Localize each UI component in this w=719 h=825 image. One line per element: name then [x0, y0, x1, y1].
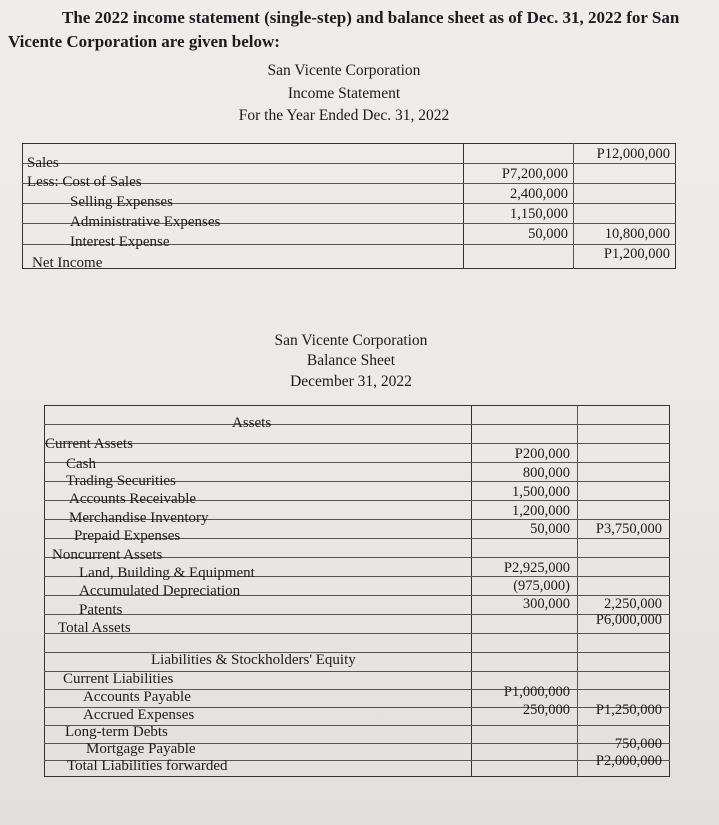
mortgage-payable-label: Mortgage Payable [86, 741, 196, 757]
net-income-label: Net Income [32, 255, 103, 271]
total-liabilities-label: Total Liabilities forwarded [67, 758, 228, 774]
cost-of-sales-value: P7,200,000 [501, 166, 568, 182]
assets-header: Assets [232, 415, 272, 431]
total-current-assets-value: P3,750,000 [595, 521, 662, 537]
is-period: For the Year Ended Dec. 31, 2022 [238, 107, 450, 124]
selling-expenses-value: 2,400,000 [510, 186, 568, 202]
accounts-receivable-value: 1,500,000 [512, 484, 570, 500]
net-income-value: P1,200,000 [603, 246, 670, 262]
accumulated-depreciation-value: (975,000) [513, 578, 570, 594]
accrued-expenses-value: 250,000 [522, 702, 570, 718]
accounts-payable-label: Accounts Payable [83, 689, 191, 705]
cash-label: Cash [66, 456, 96, 472]
sales-value: P12,000,000 [596, 146, 670, 162]
accumulated-depreciation-label: Accumulated Depreciation [79, 583, 241, 599]
interest-expense-value: 50,000 [528, 226, 568, 242]
prepaid-expenses-value: 50,000 [530, 521, 570, 537]
merchandise-inventory-value: 1,200,000 [512, 503, 570, 519]
less-cost-of-sales-label: Less: Cost of Sales [27, 174, 142, 190]
current-liabilities-label: Current Liabilities [63, 671, 174, 687]
administrative-expenses-value: 1,150,000 [510, 206, 568, 222]
is-company: San Vicente Corporation [267, 62, 421, 79]
total-expenses-value: 10,800,000 [604, 226, 670, 242]
total-assets-label: Total Assets [58, 620, 131, 636]
total-current-liabilities-value: P1,250,000 [595, 702, 662, 718]
is-title: Income Statement [287, 85, 401, 102]
long-term-debts-label: Long-term Debts [65, 724, 168, 740]
total-liabilities-value: P2,000,000 [595, 753, 662, 769]
accounts-payable-value: P1,000,000 [503, 684, 570, 700]
trading-securities-label: Trading Securities [66, 473, 176, 489]
total-noncurrent-assets-value: 2,250,000 [604, 596, 662, 612]
patents-value: 300,000 [522, 596, 570, 612]
cash-value: P200,000 [514, 446, 570, 462]
liabilities-equity-header: Liabilities & Stockholders' Equity [151, 652, 356, 668]
intro-line-1: The 2022 income statement (single-step) and balance sheet as of Dec. 31, 2022 for San [62, 8, 680, 27]
patents-label: Patents [79, 602, 123, 618]
current-assets-label: Current Assets [45, 436, 133, 452]
land-building-equipment-label: Land, Building & Equipment [79, 565, 255, 581]
trading-securities-value: 800,000 [522, 465, 570, 481]
selling-expenses-label: Selling Expenses [70, 194, 173, 210]
interest-expense-label: Interest Expense [70, 234, 170, 250]
intro-line-2: Vicente Corporation are given below: [8, 32, 280, 51]
administrative-expenses-label: Administrative Expenses [70, 214, 221, 230]
noncurrent-assets-label: Noncurrent Assets [52, 547, 163, 563]
bs-date: December 31, 2022 [290, 373, 412, 390]
merchandise-inventory-label: Merchandise Inventory [69, 510, 209, 526]
accrued-expenses-label: Accrued Expenses [83, 707, 195, 723]
prepaid-expenses-label: Prepaid Expenses [74, 528, 181, 544]
bs-company: San Vicente Corporation [274, 332, 428, 349]
land-building-equipment-value: P2,925,000 [503, 560, 570, 576]
sales-label: Sales [27, 155, 59, 171]
accounts-receivable-label: Accounts Receivable [69, 491, 197, 507]
mortgage-payable-value: 750,000 [614, 736, 662, 752]
bs-title: Balance Sheet [306, 352, 396, 369]
total-assets-value: P6,000,000 [595, 612, 662, 628]
